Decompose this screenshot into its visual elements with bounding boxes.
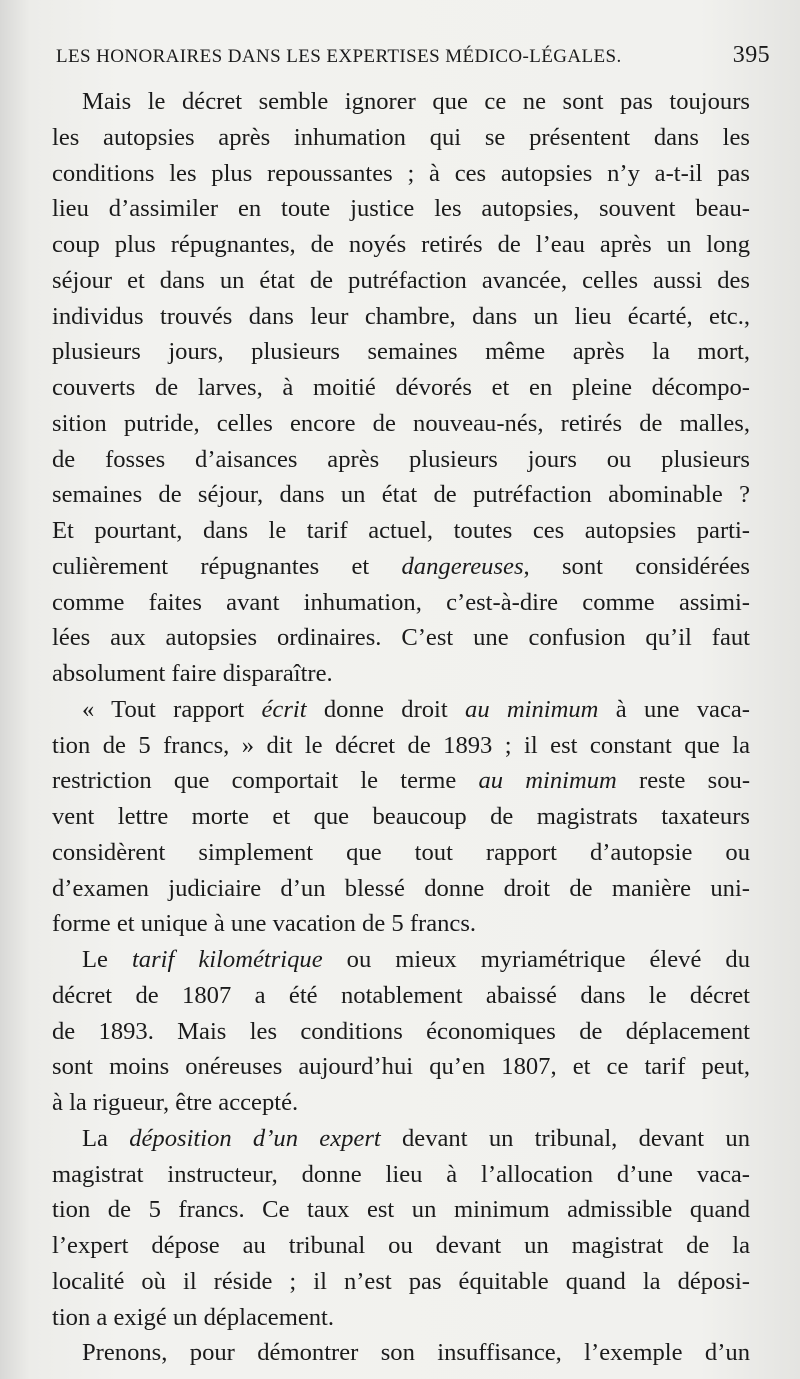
text-line: Mais le décret semble ignorer que ce ne sont pas toujours xyxy=(82,88,750,115)
text-line: culièrement répugnantes et dangereuses, sont considérées xyxy=(52,552,750,580)
italic-term: écrit xyxy=(261,695,307,723)
italic-term: déposition d’un expert xyxy=(129,1124,381,1152)
text-line: Prenons, pour démontrer son insuffisance, l’exemple d’un xyxy=(82,1339,750,1367)
text-line: sont moins onéreuses aujourd’hui qu’en 1807, et ce tarif peut, xyxy=(52,1053,750,1081)
text-line: Et pourtant, dans le tarif actuel, toutes ces autopsies parti- xyxy=(52,517,750,544)
text-line: forme et unique à une vacation de 5 francs. xyxy=(52,910,477,938)
text-line: coup plus répugnantes, de noyés retirés de l’eau après un long xyxy=(52,231,750,258)
text-line: absolument faire disparaître. xyxy=(52,660,333,687)
text-line: décret de 1807 a été notablement abaissé dans le décret xyxy=(52,981,750,1009)
text-line: l’expert dépose au tribunal ou devant un magistrat de la xyxy=(52,1232,750,1259)
page-number: 395 xyxy=(732,42,770,68)
text-line: considèrent simplement que tout rapport d’autopsie ou xyxy=(52,838,750,866)
text-line: vent lettre morte et que beaucoup de magistrats taxateurs xyxy=(52,803,750,830)
text-line: conditions les plus repoussantes ; à ces autopsies n’y a-t-il pas xyxy=(52,159,750,187)
text-line: tion a exigé un déplacement. xyxy=(52,1303,335,1331)
italic-term: au minimum xyxy=(478,767,617,795)
text-line: de fosses d’aisances après plusieurs jours ou plusieurs xyxy=(52,445,750,473)
running-header xyxy=(56,42,770,69)
running-title: LES HONORAIRES DANS LES EXPERTISES MÉDICO-LÉGALES. xyxy=(56,46,622,67)
italic-term: au minimum xyxy=(465,695,599,723)
text-line: « Tout rapport écrit donne droit au minimum à une vaca- xyxy=(82,695,750,723)
text-line: sition putride, celles encore de nouveau-nés, retirés de malles, xyxy=(52,409,750,437)
text-line: magistrat instructeur, donne lieu à l’allocation d’une vaca- xyxy=(52,1160,750,1188)
text-line: comme faites avant inhumation, c’est-à-dire comme assimi- xyxy=(52,588,750,616)
text-line: localité où il réside ; il n’est pas équitable quand la déposi- xyxy=(52,1267,750,1295)
text-line: les autopsies après inhumation qui se présentent dans les xyxy=(52,123,750,151)
body-text xyxy=(52,84,750,1371)
text-line: couverts de larves, à moitié dévorés et en pleine décompo- xyxy=(52,374,750,401)
text-line: individus trouvés dans leur chambre, dans un lieu écarté, etc., xyxy=(52,302,750,330)
text-line: restriction que comportait le terme au minimum reste sou- xyxy=(52,767,750,795)
text-line: de 1893. Mais les conditions économiques de déplacement xyxy=(52,1017,750,1045)
text-line: tion de 5 francs. Ce taux est un minimum admissible quand xyxy=(52,1196,750,1224)
text-line: à la rigueur, être accepté. xyxy=(52,1089,299,1116)
italic-term: tarif kilométrique xyxy=(131,946,323,973)
text-line: La déposition d’un expert devant un tribunal, devant un xyxy=(82,1124,750,1152)
italic-term: dangereuses xyxy=(401,552,524,580)
text-line: plusieurs jours, plusieurs semaines même après la mort, xyxy=(52,338,750,366)
text-line: d’examen judiciaire d’un blessé donne droit de manière uni- xyxy=(52,874,750,902)
text-line: séjour et dans un état de putréfaction avancée, celles aussi des xyxy=(52,266,750,294)
text-line: tion de 5 francs, » dit le décret de 1893 ; il est constant que la xyxy=(52,731,750,759)
text-line: lées aux autopsies ordinaires. C’est une confusion qu’il faut xyxy=(52,624,750,652)
text-line: Le tarif kilométrique ou mieux myriamétrique élevé du xyxy=(82,946,750,973)
text-line: lieu d’assimiler en toute justice les autopsies, souvent beau- xyxy=(52,195,750,223)
text-line: semaines de séjour, dans un état de putréfaction abominable ? xyxy=(52,481,750,509)
